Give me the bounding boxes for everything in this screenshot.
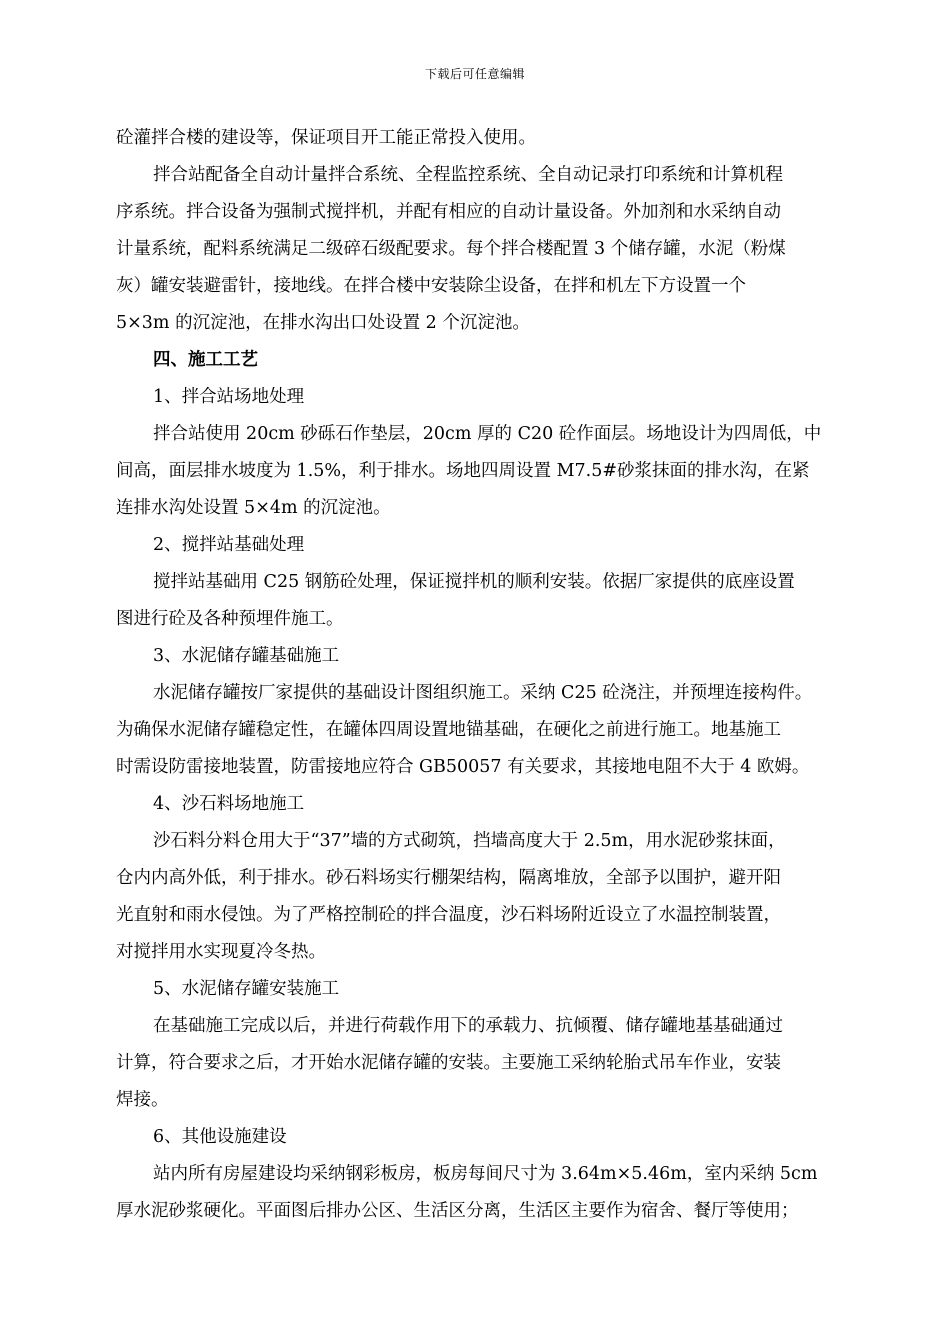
- text-line: 在基础施工完成以后，并进行荷载作用下的承载力、抗倾覆、储存罐地基基础通过: [153, 1016, 783, 1036]
- page-header: 下载后可任意编辑: [424, 67, 525, 81]
- text-line: 5、水泥储存罐安装施工: [153, 979, 340, 999]
- document-body: [116, 120, 856, 1230]
- text-line: 5×3m 的沉淀池，在排水沟出口处设置 2 个沉淀池。: [116, 313, 530, 333]
- text-line: 4、沙石料场地施工: [153, 794, 305, 814]
- text-line: 搅拌站基础用 C25 钢筋砼处理，保证搅拌机的顺利安装。依据厂家提供的底座设置: [153, 572, 795, 592]
- text-line: 图进行砼及各种预埋件施工。: [116, 609, 344, 629]
- text-line: 序系统。拌合设备为强制式搅拌机，并配有相应的自动计量设备。外加剂和水采纳自动: [116, 202, 781, 222]
- text-line: 砼灌拌合楼的建设等，保证项目开工能正常投入使用。: [116, 128, 536, 148]
- text-line: 水泥储存罐按厂家提供的基础设计图组织施工。采纳 C25 砼浇注，并预埋连接构件。: [153, 683, 813, 703]
- text-line: 拌合站使用 20cm 砂砾石作垫层，20cm 厚的 C20 砼作面层。场地设计为四周低，中: [153, 424, 822, 444]
- section-heading: 四、施工工艺: [153, 350, 258, 370]
- text-line: 间高，面层排水坡度为 1.5%，利于排水。场地四周设置 M7.5#砂浆抹面的排水沟，在紧: [116, 461, 810, 481]
- text-line: 厚水泥砂浆硬化。平面图后排办公区、生活区分离，生活区主要作为宿舍、餐厅等使用；: [116, 1201, 799, 1221]
- text-line: 计量系统，配料系统满足二级碎石级配要求。每个拌合楼配置 3 个储存罐，水泥（粉煤: [116, 239, 786, 259]
- text-line: 站内所有房屋建设均采纳钢彩板房，板房每间尺寸为 3.64m×5.46m，室内采纳 5cm: [153, 1164, 818, 1184]
- text-line: 6、其他设施建设: [153, 1127, 287, 1147]
- text-line: 时需设防雷接地装置，防雷接地应符合 GB50057 有关要求，其接地电阻不大于 4 欧姆。: [116, 757, 810, 777]
- text-line: 仓内内高外低，利于排水。砂石料场实行棚架结构，隔离堆放，全部予以围护，避开阳: [116, 868, 781, 888]
- text-line: 为确保水泥储存罐稳定性，在罐体四周设置地锚基础，在硬化之前进行施工。地基施工: [116, 720, 781, 740]
- text-line: 光直射和雨水侵蚀。为了严格控制砼的拌合温度，沙石料场附近设立了水温控制装置，: [116, 905, 781, 925]
- text-line: 2、搅拌站基础处理: [153, 535, 305, 555]
- text-line: 连排水沟处设置 5×4m 的沉淀池。: [116, 498, 391, 518]
- text-line: 对搅拌用水实现夏冷冬热。: [116, 942, 326, 962]
- text-line: 拌合站配备全自动计量拌合系统、全程监控系统、全自动记录打印系统和计算机程: [153, 165, 783, 185]
- text-line: 灰）罐安装避雷针，接地线。在拌合楼中安装除尘设备，在拌和机左下方设置一个: [116, 276, 746, 296]
- text-line: 焊接。: [116, 1090, 169, 1110]
- text-line: 1、拌合站场地处理: [153, 387, 305, 407]
- text-line: 计算，符合要求之后，才开始水泥储存罐的安装。主要施工采纳轮胎式吊车作业，安装: [116, 1053, 781, 1073]
- text-line: 3、水泥储存罐基础施工: [153, 646, 340, 666]
- text-line: 沙石料分料仓用大于“37”墙的方式砌筑，挡墙高度大于 2.5m，用水泥砂浆抹面，: [153, 831, 786, 851]
